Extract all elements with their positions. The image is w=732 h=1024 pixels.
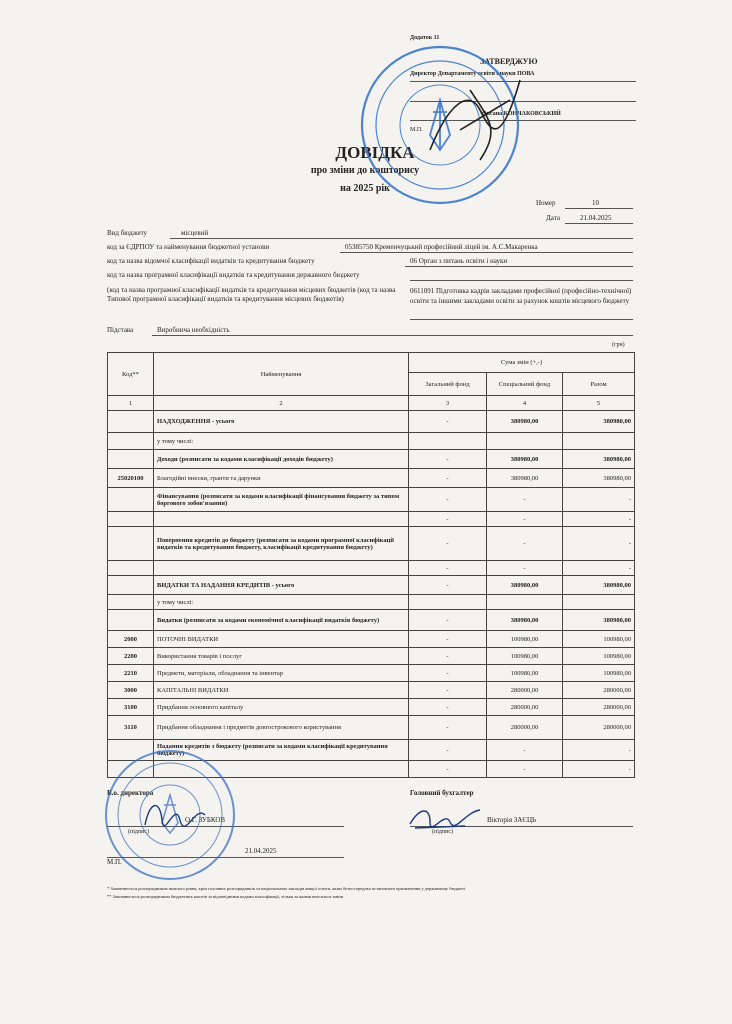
row-name bbox=[154, 512, 409, 527]
budget-type-line bbox=[170, 238, 633, 239]
appendix-label: Додаток 11 bbox=[410, 35, 440, 41]
header-name: Найменування bbox=[154, 353, 409, 396]
row-name: Використання товарів і послуг bbox=[154, 648, 409, 665]
row-total: - bbox=[563, 561, 635, 576]
row-general-fund: - bbox=[409, 450, 487, 469]
row-total: - bbox=[563, 527, 635, 561]
budget-type-value: місцевий bbox=[181, 229, 209, 237]
table-row bbox=[108, 648, 635, 665]
row-total: 380980,00 bbox=[563, 576, 635, 595]
row-general-fund: - bbox=[409, 665, 487, 682]
budget-type-label: Вид бюджету bbox=[107, 229, 148, 237]
row-total: 280000,00 bbox=[563, 716, 635, 740]
row-special-fund bbox=[487, 433, 563, 450]
row-general-fund: - bbox=[409, 527, 487, 561]
row-code bbox=[108, 450, 154, 469]
row-total: 280000,00 bbox=[563, 682, 635, 699]
edrpou-line bbox=[340, 252, 633, 253]
row-code: 3000 bbox=[108, 682, 154, 699]
date-line bbox=[565, 223, 633, 224]
row-general-fund bbox=[409, 595, 487, 610]
row-code bbox=[108, 576, 154, 595]
row-name: Надання кредитів з бюджету (розписати за кодами класифікації кредитування бюджету) bbox=[154, 740, 409, 761]
row-special-fund: 280000,00 bbox=[487, 716, 563, 740]
header-code: Код** bbox=[108, 353, 154, 396]
row-total: 380980,00 bbox=[563, 450, 635, 469]
row-code bbox=[108, 488, 154, 512]
row-name: Видатки (розписати за кодами економічної класифікації видатків бюджету) bbox=[154, 610, 409, 631]
row-code bbox=[108, 433, 154, 450]
row-general-fund: - bbox=[409, 699, 487, 716]
accountant-name: Вікторія ЗАЄЦЬ bbox=[487, 816, 537, 824]
table-row bbox=[108, 561, 635, 576]
col-number: 5 bbox=[563, 396, 635, 411]
header-general: Загальний фонд bbox=[409, 373, 487, 396]
table-number-row bbox=[108, 396, 635, 411]
row-special-fund: - bbox=[487, 561, 563, 576]
header-total: Разом bbox=[563, 373, 635, 396]
local-prog-line bbox=[410, 319, 633, 320]
local-prog-label: (код та назва програмної класифікації видатків та кредитування місцевих бюджетів (код та назва Типової програмної класифікації видатків та кредитування місцевих бюджетів) bbox=[107, 286, 396, 303]
director-label: В.о. директора bbox=[107, 789, 154, 797]
dept-code-value: 06 Орган з питань освіти і науки bbox=[410, 257, 508, 265]
number-line bbox=[565, 208, 633, 209]
row-code: 2210 bbox=[108, 665, 154, 682]
row-total: - bbox=[563, 512, 635, 527]
table-row bbox=[108, 665, 635, 682]
row-name: Предмети, матеріали, обладнання та інвентар bbox=[154, 665, 409, 682]
row-special-fund: 380980,00 bbox=[487, 610, 563, 631]
row-total: 100980,00 bbox=[563, 665, 635, 682]
row-general-fund bbox=[409, 433, 487, 450]
edrpou-label: код за ЄДРПОУ та найменування бюджетної установи bbox=[107, 243, 270, 251]
row-total: 380980,00 bbox=[563, 610, 635, 631]
table-row bbox=[108, 512, 635, 527]
director-sign-caption: (підпис) bbox=[128, 829, 150, 835]
col-number: 3 bbox=[409, 396, 487, 411]
row-general-fund: - bbox=[409, 512, 487, 527]
row-special-fund: - bbox=[487, 488, 563, 512]
row-special-fund: 100980,00 bbox=[487, 631, 563, 648]
row-special-fund: - bbox=[487, 527, 563, 561]
doc-title: ДОВІДКА bbox=[335, 143, 415, 162]
row-special-fund: 100980,00 bbox=[487, 665, 563, 682]
row-special-fund bbox=[487, 595, 563, 610]
row-general-fund: - bbox=[409, 682, 487, 699]
row-code: 3110 bbox=[108, 716, 154, 740]
row-general-fund: - bbox=[409, 740, 487, 761]
row-general-fund: - bbox=[409, 411, 487, 433]
dept-code-line bbox=[405, 266, 633, 267]
table-row bbox=[108, 450, 635, 469]
row-total: 380980,00 bbox=[563, 411, 635, 433]
row-name: ВИДАТКИ ТА НАДАННЯ КРЕДИТІВ - усього bbox=[154, 576, 409, 595]
row-total: 380980,00 bbox=[563, 469, 635, 488]
table-row bbox=[108, 411, 635, 433]
row-special-fund: 100980,00 bbox=[487, 648, 563, 665]
row-code bbox=[108, 595, 154, 610]
table-row bbox=[108, 631, 635, 648]
row-name: НАДХОДЖЕННЯ - усього bbox=[154, 411, 409, 433]
row-code bbox=[108, 610, 154, 631]
row-general-fund: - bbox=[409, 761, 487, 778]
dept-code-label: код та назва відомчої класифікації видатків та кредитування бюджету bbox=[107, 257, 315, 265]
table-row bbox=[108, 682, 635, 699]
row-name: КАПІТАЛЬНІ ВИДАТКИ bbox=[154, 682, 409, 699]
row-general-fund: - bbox=[409, 716, 487, 740]
row-name: ПОТОЧНІ ВИДАТКИ bbox=[154, 631, 409, 648]
row-special-fund: 380980,00 bbox=[487, 469, 563, 488]
doc-subtitle: про зміни до кошторису bbox=[310, 165, 420, 176]
table-row bbox=[108, 595, 635, 610]
row-name: у тому числі: bbox=[154, 433, 409, 450]
row-special-fund: 380980,00 bbox=[487, 411, 563, 433]
doc-year: на 2025 рік bbox=[340, 183, 390, 194]
row-name: Придбання основного капіталу bbox=[154, 699, 409, 716]
row-general-fund: - bbox=[409, 469, 487, 488]
row-code: 2000 bbox=[108, 631, 154, 648]
table-row bbox=[108, 527, 635, 561]
row-name: Повернення кредитів до бюджету (розписати за кодами програмної класифікації видатків та кредитування бюджету, класифікації кредитування бюджету) bbox=[154, 527, 409, 561]
row-name bbox=[154, 561, 409, 576]
table-row bbox=[108, 610, 635, 631]
col-number: 4 bbox=[487, 396, 563, 411]
row-code bbox=[108, 411, 154, 433]
state-prog-label: код та назва програмної класифікації видатків та кредитування державного бюджету bbox=[107, 271, 360, 279]
row-special-fund: - bbox=[487, 740, 563, 761]
row-general-fund: - bbox=[409, 576, 487, 595]
row-general-fund: - bbox=[409, 631, 487, 648]
row-name: Доходи (розписати за кодами класифікації доходів бюджету) bbox=[154, 450, 409, 469]
director-name: О.Г. ЗУБКОВ bbox=[185, 816, 226, 824]
director-signature bbox=[140, 795, 210, 835]
row-special-fund: - bbox=[487, 761, 563, 778]
table-row bbox=[108, 469, 635, 488]
row-code bbox=[108, 512, 154, 527]
row-total bbox=[563, 433, 635, 450]
approver-signature bbox=[420, 60, 540, 180]
row-general-fund: - bbox=[409, 488, 487, 512]
accountant-sign-caption: (підпис) bbox=[432, 829, 454, 835]
row-total: - bbox=[563, 761, 635, 778]
col-number: 2 bbox=[154, 396, 409, 411]
col-number: 1 bbox=[108, 396, 154, 411]
row-special-fund: 280000,00 bbox=[487, 682, 563, 699]
state-prog-line bbox=[410, 280, 633, 281]
row-special-fund: 380980,00 bbox=[487, 576, 563, 595]
row-name: у тому числі: bbox=[154, 595, 409, 610]
row-code: 3100 bbox=[108, 699, 154, 716]
row-general-fund: - bbox=[409, 648, 487, 665]
approve-label: ЗАТВЕРДЖУЮ bbox=[480, 57, 538, 66]
accountant-label: Головний бухгалтер bbox=[410, 789, 474, 797]
footnote-1: * Заповнюється розпорядником нижчого рівня, крім головних розпорядників та національних закладів вищої освіти, яким безпосередньо встановлені призначення у державному бюджеті bbox=[107, 886, 466, 891]
approver-name: Оксана КОНЧАКОВСЬКИЙ bbox=[482, 111, 561, 117]
table-row bbox=[108, 488, 635, 512]
row-code: 2200 bbox=[108, 648, 154, 665]
row-name: Фінансування (розписати за кодами класифікації фінансування бюджету за типом боргового зобов'язання) bbox=[154, 488, 409, 512]
sign-date: 21.04.2025 bbox=[245, 847, 277, 855]
row-name: Придбання обладнання і предметів довгострокового користування bbox=[154, 716, 409, 740]
table-row bbox=[108, 576, 635, 595]
row-special-fund: 280000,00 bbox=[487, 699, 563, 716]
number-label: Номер bbox=[536, 199, 556, 207]
row-name: Благодійні внески, гранти та дарунки bbox=[154, 469, 409, 488]
row-total: 100980,00 bbox=[563, 631, 635, 648]
table-row bbox=[108, 433, 635, 450]
date-value: 21.04.2025 bbox=[580, 214, 612, 222]
row-code: 25020100 bbox=[108, 469, 154, 488]
edrpou-value: 05385750 Кременчуцький професійний ліцей ім. А.С.Макаренка bbox=[345, 243, 538, 251]
row-special-fund: - bbox=[487, 512, 563, 527]
basis-line bbox=[152, 335, 633, 336]
local-prog-value: 0611091 Підготовка кадрів закладами професійної (професійно-технічної) освіти та іншими закладами освіти за рахунок коштів місцевого бюджету bbox=[410, 287, 632, 305]
basis-value: Виробнича необхідність bbox=[157, 326, 230, 334]
table-row bbox=[108, 716, 635, 740]
table-header-row-1 bbox=[108, 353, 635, 373]
changes-table bbox=[107, 352, 635, 778]
table-row bbox=[108, 699, 635, 716]
mp-top: М.П. bbox=[410, 127, 423, 133]
mp-bottom: М.П. bbox=[107, 858, 122, 866]
row-total: 100980,00 bbox=[563, 648, 635, 665]
date-label: Дата bbox=[546, 214, 560, 222]
approver-position: Директор Департаменту освіти і науки ПОВА bbox=[410, 71, 535, 77]
row-general-fund: - bbox=[409, 561, 487, 576]
row-total: 280000,00 bbox=[563, 699, 635, 716]
header-special: Спеціальний фонд bbox=[487, 373, 563, 396]
row-total: - bbox=[563, 488, 635, 512]
row-code bbox=[108, 527, 154, 561]
row-total: - bbox=[563, 740, 635, 761]
row-code bbox=[108, 561, 154, 576]
row-total bbox=[563, 595, 635, 610]
row-special-fund: 380980,00 bbox=[487, 450, 563, 469]
header-sum: Сума змін (+,-) bbox=[409, 353, 635, 373]
currency-label: (грн) bbox=[612, 342, 625, 348]
number-value: 10 bbox=[592, 199, 599, 207]
accountant-signature bbox=[405, 802, 485, 834]
row-general-fund: - bbox=[409, 610, 487, 631]
footnote-2: ** Заповнюється розпорядником бюджетних коштів за відповідними кодами класифікації, тільки за якими вносяться зміни bbox=[107, 894, 344, 899]
basis-label: Підстава bbox=[107, 326, 134, 334]
